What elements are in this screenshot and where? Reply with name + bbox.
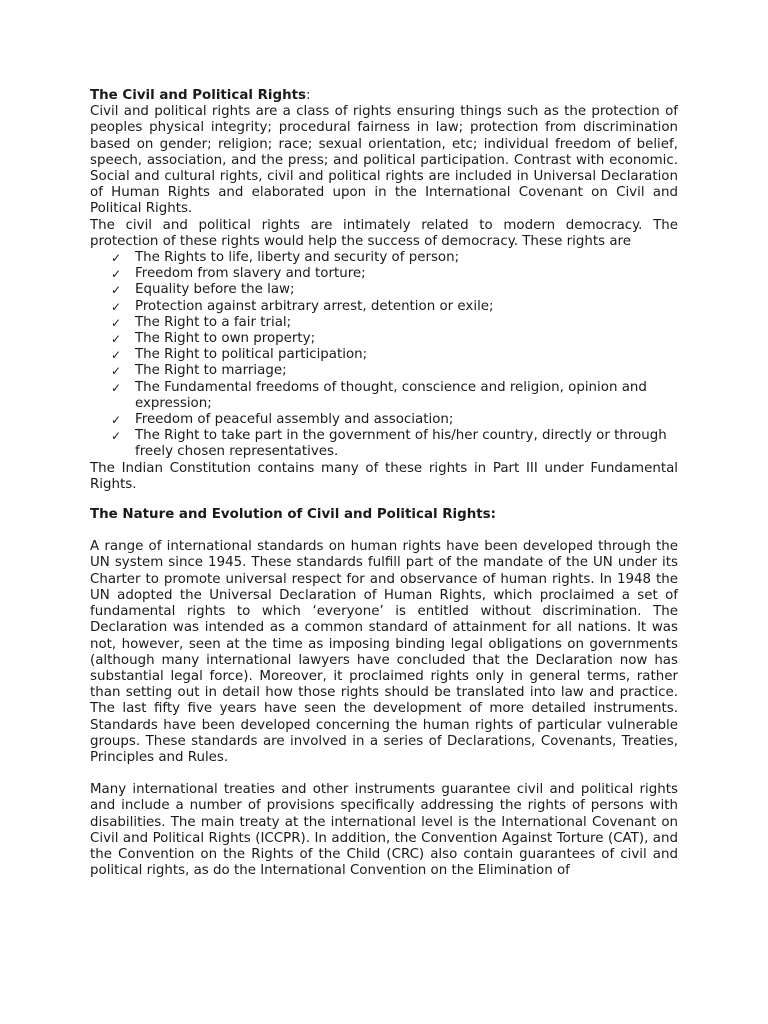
checkmark-icon: ✓	[111, 429, 122, 444]
rights-list	[90, 250, 678, 461]
checkmark-icon: ✓	[111, 283, 122, 298]
intro-paragraph: Civil and political rights are a class of rights ensuring things such as the protection of peoples physical integrity; procedural fairness in law; protection from discrimination based on gender; religion; race; sexual orientation, etc; individual freedom of belief, speech, association, and the press; and political participation. Contrast with economic. Social and cultural rights, civil and political rights are included in Universal Declaration of Human Rights and elaborated upon in the International Covenant on Civil and Political Rights.	[90, 104, 678, 217]
checkmark-icon: ✓	[111, 380, 122, 395]
checkmark-icon: ✓	[111, 267, 122, 282]
checkmark-icon: ✓	[111, 332, 122, 347]
rights-list-item-text: The Right to political participation;	[135, 347, 368, 363]
section-title-colon: :	[306, 88, 311, 103]
indian-constitution-paragraph: The Indian Constitution contains many of these rights in Part III under Fundamental Rights.	[90, 460, 678, 492]
checkmark-icon: ✓	[111, 299, 122, 314]
international-treaties-paragraph: Many international treaties and other instruments guarantee civil and political rights and include a number of provisions specifically addressing the rights of persons with disabilities. The main treaty at the international level is the International Covenant on Civil and Political Rights (ICCPR). In addition, the Convention Against Torture (CAT), and the Convention on the Rights of the Child (CRC) also contain guarantees of civil and political rights, as do the International Convention on the Elimination of	[90, 782, 678, 879]
checkmark-icon: ✓	[111, 348, 122, 363]
rights-list-item-text: Freedom from slavery and torture;	[135, 266, 366, 282]
checkmark-icon: ✓	[111, 413, 122, 428]
rights-list-item	[111, 347, 678, 363]
rights-list-item-text: The Right to marriage;	[135, 363, 287, 379]
rights-list-item-text: The Right to own property;	[135, 331, 316, 347]
rights-list-item	[111, 314, 678, 331]
section-heading-civil-political-rights	[90, 88, 678, 104]
checkmark-icon: ✓	[111, 315, 122, 330]
rights-list-item-text: Freedom of peaceful assembly and association;	[135, 412, 454, 428]
democracy-paragraph: The civil and political rights are intimately related to modern democracy. The protection of these rights would help the success of democracy. These rights are	[90, 217, 678, 249]
rights-list-item	[111, 298, 678, 315]
rights-list-item-text: The Fundamental freedoms of thought, conscience and religion, opinion and expression;	[135, 379, 647, 411]
rights-list-item	[111, 428, 678, 460]
un-standards-paragraph: A range of international standards on human rights have been developed through the UN system since 1945. These standards fulfill part of the mandate of the UN under its Charter to promote universal respect for and observance of human rights. In 1948 the UN adopted the Universal Declaration of Human Rights, which proclaimed a set of fundamental rights to which ‘everyone’ is entitled without discrimination. The Declaration was intended as a common standard of attainment for all nations. It was not, however, seen at the time as imposing binding legal obligations on governments (although many international lawyers have concluded that the Declaration now has substantial legal force). Moreover, it proclaimed rights only in general terms, rather than setting out in detail how those rights should be translated into law and practice. The last fifty five years have seen the development of more detailed instruments. Standards have been developed concerning the human rights of particular vulnerable groups. These standards are involved in a series of Declarations, Covenants, Treaties, Principles and Rules.	[90, 539, 678, 765]
rights-list-item	[111, 282, 678, 298]
rights-list-item	[111, 363, 678, 379]
rights-list-item-text: Equality before the law;	[135, 282, 295, 298]
rights-list-item	[111, 266, 678, 282]
rights-list-item	[111, 412, 678, 428]
rights-list-item-text: The Rights to life, liberty and security of person;	[135, 250, 460, 266]
rights-list-item	[111, 250, 678, 266]
rights-list-item-text: The Right to a fair trial;	[135, 314, 292, 330]
document-page	[90, 88, 678, 879]
checkmark-icon: ✓	[111, 251, 122, 266]
rights-list-item	[111, 379, 678, 412]
section-title: The Civil and Political Rights	[90, 88, 307, 103]
rights-list-item	[111, 331, 678, 347]
rights-list-item-text: Protection against arbitrary arrest, detention or exile;	[135, 298, 494, 314]
checkmark-icon: ✓	[111, 364, 122, 379]
rights-list-item-text: The Right to take part in the government of his/her country, directly or through freely chosen representatives.	[135, 428, 667, 460]
section-title-nature-evolution: The Nature and Evolution of Civil and Political Rights:	[90, 507, 496, 523]
